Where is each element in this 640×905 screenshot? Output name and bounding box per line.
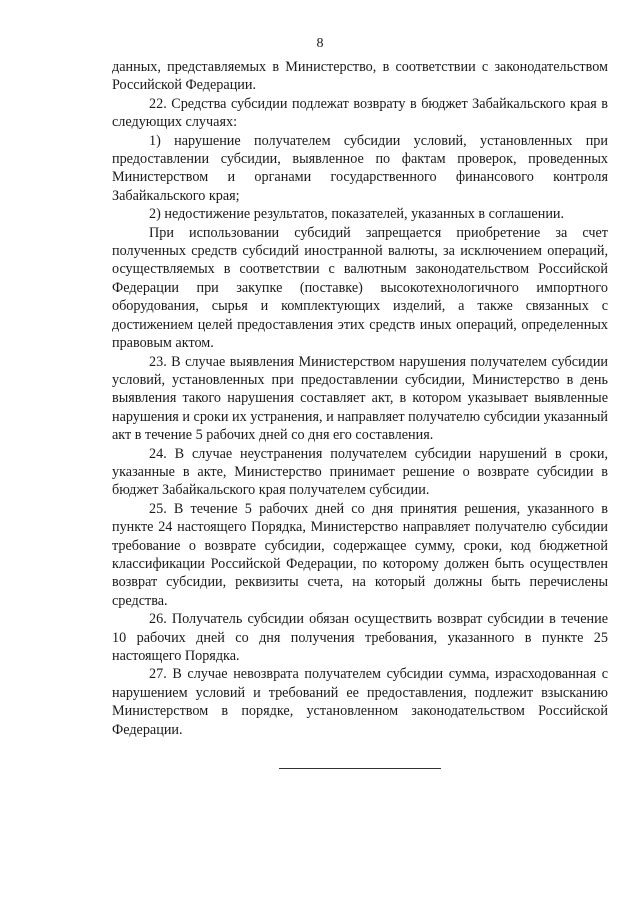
paragraph-clause-25: 25. В течение 5 рабочих дней со дня принятия решения, указанного в пункте 24 настоящего Порядка, Министерство направляет получателю субсидии требование о возврате субсидии, содержащее сумму, сроки, код бюджетной классификации Российской Федерации, по которому должен быть осуществлен возврат субсидии, реквизиты счета, на который должны быть перечислены средства. <box>112 500 608 609</box>
page-number: 8 <box>316 36 324 51</box>
paragraph-continuation: данных, представляемых в Министерство, в соответствии с законодательством Российской Федерации. <box>112 59 608 94</box>
paragraph-clause-22-item-1: 1) нарушение получателем субсидии условий, установленных при предоставлении субсидии, выявленное по фактам проверок, проведенных Министерством и органами государственного финансового контроля Забайкальского края; <box>112 132 608 204</box>
closing-divider-line <box>279 768 441 769</box>
paragraph-clause-22-item-2: 2) недостижение результатов, показателей, указанных в соглашении. <box>149 206 565 223</box>
paragraph-clause-26: 26. Получатель субсидии обязан осуществить возврат субсидии в течение 10 рабочих дней со дня получения требования, указанного в пункте 25 настоящего Порядка. <box>112 611 608 664</box>
paragraph-clause-27: 27. В случае невозврата получателем субсидии сумма, израсходованная с нарушением условий и требований ее предоставления, подлежит взысканию Министерством в порядке, установленном законодательством Российской Федерации. <box>112 666 608 738</box>
paragraph-clause-23: 23. В случае выявления Министерством нарушения получателем субсидии условий, установленных при предоставлении субсидии, Министерство в день выявления такого нарушения составляет акт, в котором указывает выявленные нарушения и сроки их устранения, и направляет получателю субсидии указанный акт в течение 5 рабочих дней со дня его составления. <box>112 353 608 444</box>
document-body <box>112 58 608 739</box>
paragraph-currency-restriction: При использовании субсидий запрещается приобретение за счет полученных средств субсидий иностранной валюты, за исключением операций, осуществляемых в соответствии с валютным законодательством Российской Федерации при закупке (поставке) высокотехнологичного импортного оборудования, сырья и комплектующих изделий, а также связанных с достижением целей предоставления этих средств иных операций, определенных правовым актом. <box>112 224 608 352</box>
paragraph-clause-22: 22. Средства субсидии подлежат возврату в бюджет Забайкальского края в следующих случаях: <box>112 95 608 131</box>
paragraph-clause-24: 24. В случае неустранения получателем субсидии нарушений в сроки, указанные в акте, Министерство принимает решение о возврате субсидии в бюджет Забайкальского края получателем субсидии. <box>112 445 608 499</box>
